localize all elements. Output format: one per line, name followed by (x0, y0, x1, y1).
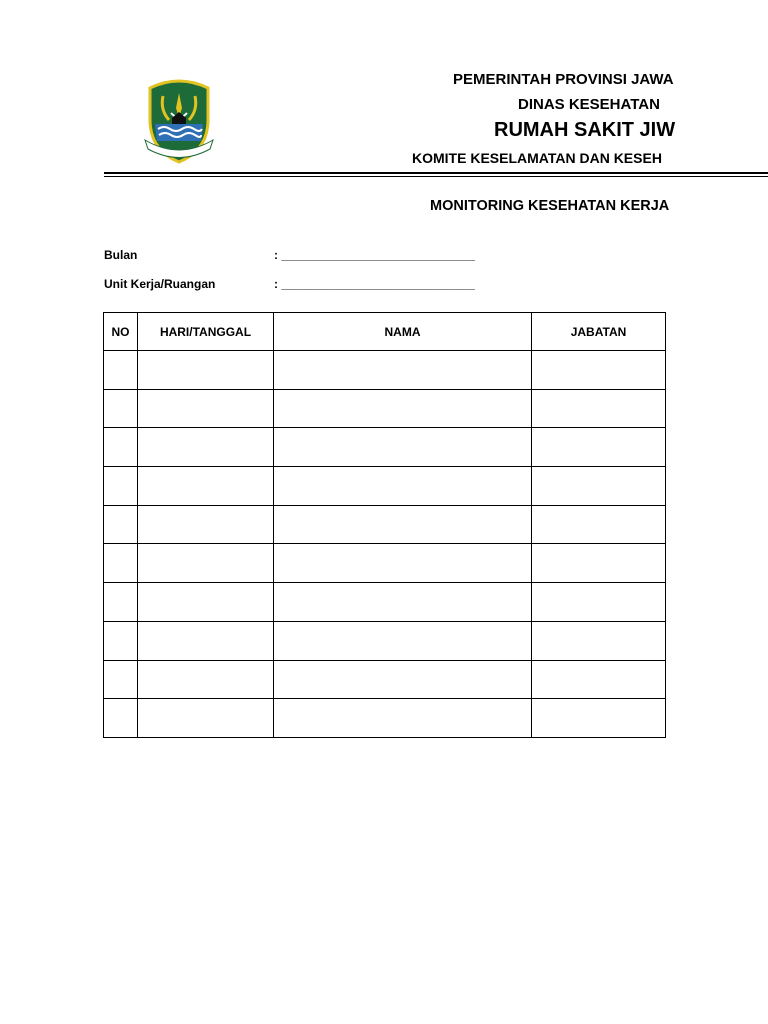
table-body (104, 351, 666, 738)
cell-hari-tanggal[interactable] (138, 505, 274, 544)
header-line-2: DINAS KESEHATAN (518, 96, 660, 113)
cell-no[interactable] (104, 621, 138, 660)
table-row (104, 467, 666, 506)
monitoring-table (103, 312, 666, 738)
cell-jabatan[interactable] (532, 467, 666, 506)
cell-jabatan[interactable] (532, 621, 666, 660)
cell-jabatan[interactable] (532, 428, 666, 467)
cell-no[interactable] (104, 389, 138, 428)
cell-jabatan[interactable] (532, 544, 666, 583)
cell-jabatan[interactable] (532, 660, 666, 699)
cell-no[interactable] (104, 505, 138, 544)
table-row (104, 351, 666, 390)
header-line-1: PEMERINTAH PROVINSI JAWA (453, 71, 674, 88)
cell-no[interactable] (104, 428, 138, 467)
table-row (104, 428, 666, 467)
header-divider-thick (104, 172, 768, 174)
unit-kerja-label: Unit Kerja/Ruangan (104, 277, 216, 291)
cell-nama[interactable] (274, 389, 532, 428)
table-row (104, 660, 666, 699)
cell-hari-tanggal[interactable] (138, 621, 274, 660)
cell-nama[interactable] (274, 621, 532, 660)
cell-hari-tanggal[interactable] (138, 428, 274, 467)
table-row (104, 505, 666, 544)
cell-jabatan[interactable] (532, 505, 666, 544)
cell-jabatan[interactable] (532, 583, 666, 622)
table-row (104, 389, 666, 428)
cell-jabatan[interactable] (532, 351, 666, 390)
cell-no[interactable] (104, 583, 138, 622)
cell-jabatan[interactable] (532, 699, 666, 738)
cell-no[interactable] (104, 351, 138, 390)
table-row (104, 583, 666, 622)
header-divider-thin (104, 176, 768, 177)
bulan-label: Bulan (104, 248, 138, 262)
cell-nama[interactable] (274, 351, 532, 390)
cell-nama[interactable] (274, 583, 532, 622)
cell-nama[interactable] (274, 505, 532, 544)
cell-jabatan[interactable] (532, 389, 666, 428)
cell-hari-tanggal[interactable] (138, 389, 274, 428)
cell-hari-tanggal[interactable] (138, 583, 274, 622)
table-row (104, 699, 666, 738)
cell-nama[interactable] (274, 467, 532, 506)
table-row (104, 621, 666, 660)
cell-nama[interactable] (274, 660, 532, 699)
bulan-field[interactable]: : _____________________________ (274, 248, 475, 262)
cell-hari-tanggal[interactable] (138, 699, 274, 738)
column-header-nama: NAMA (274, 313, 532, 351)
column-header-hari-tanggal: HARI/TANGGAL (138, 313, 274, 351)
column-header-jabatan: JABATAN (532, 313, 666, 351)
cell-no[interactable] (104, 544, 138, 583)
cell-hari-tanggal[interactable] (138, 351, 274, 390)
unit-kerja-field[interactable]: : _____________________________ (274, 277, 475, 291)
header-line-3: RUMAH SAKIT JIW (494, 119, 676, 141)
cell-nama[interactable] (274, 544, 532, 583)
cell-nama[interactable] (274, 699, 532, 738)
table-header-row (104, 313, 666, 351)
table-row (104, 544, 666, 583)
cell-no[interactable] (104, 699, 138, 738)
document-title: MONITORING KESEHATAN KERJA (430, 198, 670, 214)
cell-nama[interactable] (274, 428, 532, 467)
header-line-4: KOMITE KESELAMATAN DAN KESEH (412, 150, 662, 166)
cell-no[interactable] (104, 467, 138, 506)
emblem-icon (143, 78, 215, 164)
column-header-no: NO (104, 313, 138, 351)
cell-hari-tanggal[interactable] (138, 544, 274, 583)
cell-hari-tanggal[interactable] (138, 467, 274, 506)
cell-hari-tanggal[interactable] (138, 660, 274, 699)
cell-no[interactable] (104, 660, 138, 699)
